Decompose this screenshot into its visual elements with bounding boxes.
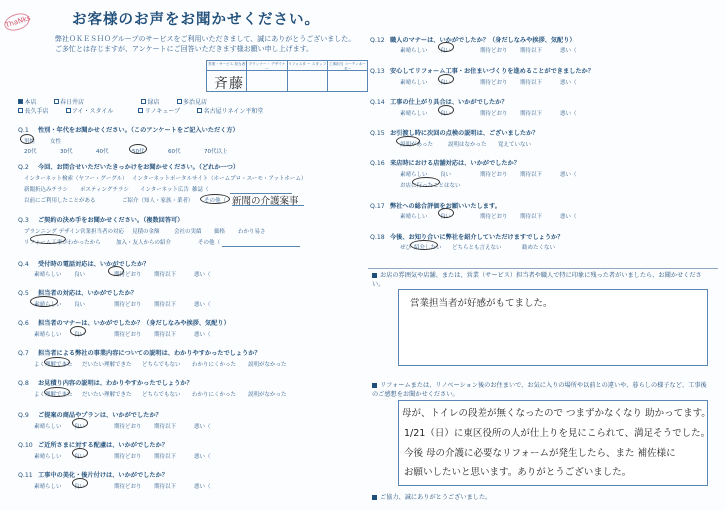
answer-circle-mark bbox=[72, 478, 88, 488]
question-q6: Q.6 担当者のマナーは、いかがでしたか？（身だしなみや挨拶、気配り） bbox=[18, 320, 230, 327]
answer-circle-mark bbox=[72, 448, 88, 458]
answer-circle-mark bbox=[44, 357, 70, 367]
rating-option[interactable]: よく理解できた bbox=[34, 392, 73, 398]
rating-option[interactable]: 良い bbox=[74, 454, 86, 460]
staff-signature: 斉藤 bbox=[214, 76, 244, 92]
answer-circle-mark bbox=[438, 42, 454, 52]
rating-option[interactable]: 悪い（ bbox=[194, 424, 211, 430]
q1-age-option[interactable]: 70代以上 bbox=[204, 149, 228, 155]
rating-option[interactable]: 悪い（ bbox=[560, 111, 577, 117]
rating-option[interactable]: 期待以下 bbox=[154, 424, 177, 430]
q9-options bbox=[34, 422, 211, 430]
q11-options bbox=[34, 482, 211, 490]
q1-age-option[interactable]: 20代 bbox=[24, 149, 37, 155]
checkbox-icon bbox=[177, 99, 182, 104]
q17-options bbox=[400, 212, 577, 220]
section-divider bbox=[368, 268, 718, 269]
question-q11: Q.11 工事中の美化・後片付けは、いかがでしたか？ bbox=[18, 472, 168, 479]
page-title: お客様のお声をお聞かせください。 bbox=[72, 12, 320, 28]
rating-option[interactable]: 期待どおり bbox=[480, 172, 508, 178]
q2-option[interactable]: その他（ bbox=[204, 198, 227, 204]
afterwork-handwritten-line-3: 今後 母の介護に必要なリフォームが発生したら、また 補佐様に bbox=[404, 448, 676, 459]
answer-circle-mark bbox=[412, 177, 440, 187]
rating-option[interactable]: 覚えていない bbox=[498, 142, 532, 148]
rating-option[interactable]: 素晴らしい bbox=[34, 424, 62, 430]
rating-option[interactable]: 素晴らしい bbox=[34, 302, 62, 308]
answer-circle-mark bbox=[129, 144, 147, 154]
question-q14: Q.14 工事の仕上がり具合は、いかがでしたか？ bbox=[370, 99, 508, 106]
question-q17: Q.17 弊社への総合評価をお願いいたします。 bbox=[370, 203, 501, 210]
question-q8: Q.8 お見積り内容の説明は、わかりやすかったでしょうか？ bbox=[18, 380, 193, 387]
question-q4: Q.4 受付時の電話対応は、いかがでしたか？ bbox=[18, 261, 150, 268]
rating-option[interactable]: 期待以下 bbox=[520, 111, 543, 117]
answer-circle-mark bbox=[30, 296, 58, 307]
intro-line-2: ご多忙とは存じますが、アンケートにご回答いただきます様お願い申し上げます。 bbox=[55, 45, 314, 53]
answer-circle-mark bbox=[396, 136, 420, 146]
q1-age-options bbox=[24, 147, 228, 155]
rating-option[interactable]: 勧めたくない bbox=[522, 245, 556, 251]
rating-option[interactable]: 悪い（ bbox=[194, 454, 211, 460]
rating-option[interactable]: だいたい理解できた bbox=[82, 362, 132, 368]
q2-options-row2 bbox=[24, 185, 209, 193]
rating-option[interactable]: 素晴らしい bbox=[400, 80, 428, 86]
branch-item[interactable]: 緑店 bbox=[141, 97, 160, 106]
question-q10: Q.10 ご近所さまに対する配慮は、いかがでしたか？ bbox=[18, 442, 168, 449]
rating-option[interactable]: どちらでもない bbox=[142, 362, 181, 368]
question-q1: Q.1 性別・年代をお聞かせください。（このアンケートをご記入いただく方） bbox=[18, 127, 239, 134]
rating-option[interactable]: 良い bbox=[74, 332, 86, 338]
rating-option[interactable]: 悪い（ bbox=[560, 214, 577, 220]
rating-option[interactable]: よく理解できた bbox=[34, 362, 73, 368]
rating-option[interactable]: 素晴らしい bbox=[400, 111, 428, 117]
rating-option[interactable]: 悪い（ bbox=[194, 302, 211, 308]
q2-option[interactable]: 以前にご利用したことがある bbox=[24, 198, 96, 204]
rating-option[interactable]: 良い bbox=[440, 48, 452, 54]
answer-circle-mark bbox=[20, 134, 34, 144]
q1-option[interactable]: 女性 bbox=[50, 139, 62, 145]
question-q18: Q.18 今後、お知り合いに弊社を紹介していただけますでしょうか？ bbox=[370, 234, 564, 241]
question-q3: Q.3 ご契約の決め手をお聞かせください。（複数回答可） bbox=[18, 217, 184, 224]
thanks-stamp: ThaNks bbox=[2, 10, 32, 33]
rating-option[interactable]: 期待以下 bbox=[154, 332, 177, 338]
square-bullet-icon bbox=[372, 383, 377, 388]
q3-option[interactable]: 見積の金額 bbox=[132, 229, 160, 235]
stamp-column-planner: プランナー・ デザイナー bbox=[247, 61, 287, 91]
rating-option[interactable]: 悪い（ bbox=[194, 484, 211, 490]
square-bullet-icon bbox=[372, 273, 377, 278]
answer-circle-mark bbox=[438, 105, 454, 115]
rating-option[interactable]: だいたい理解できた bbox=[82, 392, 132, 398]
rating-option[interactable]: 素晴らしい bbox=[34, 454, 62, 460]
rating-option[interactable]: 悪い（ bbox=[560, 48, 577, 54]
checkbox-icon bbox=[141, 99, 146, 104]
rating-option[interactable]: わかりにくかった bbox=[192, 392, 237, 398]
rating-option[interactable]: 良い bbox=[440, 214, 452, 220]
rating-option[interactable]: 期待どおり bbox=[480, 48, 508, 54]
q2-option[interactable]: インターネットポータルサイト（ホームプロ・スーモ・アットホーム） bbox=[132, 176, 307, 182]
rating-option[interactable]: 期待どおり bbox=[114, 424, 142, 430]
rating-option[interactable]: 期待どおり bbox=[114, 332, 142, 338]
rating-option[interactable]: 紹介したい bbox=[414, 245, 442, 251]
q2-options-row3 bbox=[24, 196, 226, 204]
rating-option[interactable]: 素晴らしい bbox=[34, 272, 62, 278]
answer-circle-mark bbox=[70, 326, 86, 336]
q2-option[interactable]: ポスティングチラシ bbox=[80, 187, 129, 193]
q2-option[interactable]: インターネット広告 bbox=[140, 187, 190, 193]
stamp-column-coordinator: 工事担当 コーディネーター bbox=[328, 61, 366, 71]
rating-option[interactable]: お店に行ったことはない bbox=[400, 183, 461, 189]
q1-age-option[interactable]: 40代 bbox=[96, 149, 109, 155]
q3-option[interactable]: 加入・友人からの紹介 bbox=[116, 240, 172, 246]
rating-option[interactable]: 素晴らしい bbox=[34, 484, 62, 490]
q2-option[interactable]: 新聞折込みチラシ bbox=[24, 187, 69, 193]
q3-option[interactable]: その他（ bbox=[198, 240, 221, 246]
rating-option[interactable]: 期待以下 bbox=[154, 484, 177, 490]
q10-options bbox=[34, 452, 211, 460]
rating-option[interactable]: 期待どおり bbox=[480, 80, 508, 86]
rating-option[interactable]: どちらでもない bbox=[142, 392, 181, 398]
rating-option[interactable]: 良い bbox=[440, 80, 452, 86]
rating-option[interactable]: 説明があった bbox=[400, 142, 433, 148]
question-q9: Q.9 ご提案の商品やプランは、いかがでしたか？ bbox=[18, 412, 162, 419]
rating-option[interactable]: ぜひ bbox=[400, 245, 412, 251]
checkbox-icon bbox=[18, 108, 23, 113]
stamp-column-staff: リフォスタ ー スタッフ bbox=[288, 61, 328, 91]
question-q2: Q.2 今回、お問合せいただいたきっかけをお聞かせください。（どれか一つ） bbox=[18, 164, 240, 171]
rating-option[interactable]: 期待どおり bbox=[114, 454, 142, 460]
rating-option[interactable]: 素晴らしい bbox=[34, 332, 62, 338]
answer-circle-mark bbox=[44, 387, 70, 397]
afterwork-handwritten-line-4: お願いしたいと思います。ありがとうございました。 bbox=[404, 467, 632, 478]
rating-option[interactable]: 良い bbox=[440, 172, 452, 178]
rating-option[interactable]: 期待どおり bbox=[114, 272, 142, 278]
q6-options bbox=[34, 330, 211, 338]
rating-option[interactable]: 素晴らしい bbox=[400, 214, 428, 220]
rating-option[interactable]: 良い bbox=[74, 424, 86, 430]
intro-text bbox=[55, 34, 355, 54]
q1-option[interactable]: 男性 bbox=[24, 139, 36, 145]
afterwork-handwritten-line-2: 1/21（日）に東区役所の人が仕上りを見にこられて、満足そうでした。 bbox=[404, 428, 711, 439]
rating-option[interactable]: 良い bbox=[74, 302, 86, 308]
rating-option[interactable]: 悪い（ bbox=[194, 272, 211, 278]
q13-options bbox=[400, 78, 577, 86]
branch-item[interactable]: リノキューブ bbox=[138, 106, 180, 115]
stamp-column-sales: 営業・サービス 担当者 bbox=[207, 61, 247, 91]
rating-option[interactable]: 期待以下 bbox=[154, 272, 177, 278]
rating-option[interactable]: わかりにくかった bbox=[192, 362, 237, 368]
question-q7: Q.7 担当者による弊社の事業内容についての説明は、わかりやすかったでしょうか？ bbox=[18, 350, 261, 357]
rating-option[interactable]: 良い bbox=[440, 111, 452, 117]
square-bullet-icon bbox=[372, 495, 377, 500]
q2-other-line bbox=[232, 205, 304, 206]
answer-circle-mark bbox=[72, 418, 88, 428]
afterwork-handwritten-line-1: 母が、トイレの段差が無くなったので つまずかなくなり 助かってます。 bbox=[402, 408, 711, 419]
checkbox-icon bbox=[54, 99, 59, 104]
q2-option[interactable]: インターネット検索（ヤフー・グーグル） bbox=[24, 176, 128, 182]
q7-options bbox=[34, 360, 287, 368]
q8-options bbox=[34, 390, 287, 398]
branch-item[interactable]: アイ・スタイル bbox=[66, 106, 114, 115]
q14-options bbox=[400, 109, 577, 117]
q1-age-option[interactable]: 60代 bbox=[168, 149, 181, 155]
rating-option[interactable]: 期待どおり bbox=[480, 111, 508, 117]
rating-option[interactable]: 期待どおり bbox=[114, 302, 142, 308]
q3-options-row1 bbox=[24, 227, 266, 235]
rating-option[interactable]: 説明がなかった bbox=[248, 362, 287, 368]
q3-other-line bbox=[222, 246, 300, 247]
rating-option[interactable]: 説明がなかった bbox=[248, 392, 287, 398]
branch-checklist bbox=[18, 97, 276, 115]
rating-option[interactable]: 期待以下 bbox=[154, 302, 177, 308]
q3-option[interactable]: 営業担当者の対応 bbox=[80, 229, 125, 235]
q2-options-row1 bbox=[24, 174, 306, 182]
q3-option[interactable]: 会社の実績 bbox=[174, 229, 202, 235]
free-question-impression: お店の雰囲気や店舗、または、営業（サービス）担当者や職人で特に印象に残った者がいましたら、お聞かせください。 bbox=[372, 272, 702, 288]
rating-option[interactable]: 素晴らしい bbox=[400, 48, 428, 54]
rating-option[interactable]: 期待どおり bbox=[480, 214, 508, 220]
question-q5: Q.5 担当者の対応は、いかがでしたか？ bbox=[18, 290, 137, 297]
free-question-afterwork: リフォームまたは、リノベーション後のお住まいで、お気に入りの場所や以前との違いや、暮らしの様子など、工事後のご感想をお聞かせください。 bbox=[372, 382, 707, 398]
checkbox-icon bbox=[66, 108, 71, 113]
q2-option[interactable]: ご紹介（知人・家族・業者） bbox=[122, 198, 194, 204]
checkbox-icon bbox=[138, 108, 143, 113]
impression-handwritten-answer: 営業担当者が好感がもてました。 bbox=[410, 298, 553, 309]
question-q12: Q.12 職人のマナーは、いかがでしたか？（身だしなみや挨拶、気配り） bbox=[370, 37, 576, 44]
branch-item[interactable]: 長久手店 bbox=[18, 106, 49, 115]
branch-item[interactable]: 名古屋リネイン平和堂 bbox=[197, 106, 263, 115]
answer-circle-mark bbox=[200, 194, 230, 204]
q3-option[interactable]: わかり易さ bbox=[238, 229, 266, 235]
q12-options bbox=[400, 46, 577, 54]
rating-option[interactable]: 期待以下 bbox=[520, 172, 543, 178]
checkbox-checked-icon bbox=[18, 99, 23, 104]
intro-line-1: 弊社ＯＫＥＳＨＯグループのサービスをご利用いただきまして、誠にありがとうございました。 bbox=[55, 35, 356, 43]
question-q15: Q.15 お引渡し時に次回の点検の説明は、ございましたか？ bbox=[370, 130, 539, 137]
closing-thanks: ご協力、誠にありがとうございました。 bbox=[372, 494, 491, 503]
question-q13: Q.13 安心してリフォーム工事・お住まいづくりを進めることができましたか？ bbox=[370, 68, 594, 75]
rating-option[interactable]: 期待以下 bbox=[520, 214, 543, 220]
checkbox-icon bbox=[197, 108, 202, 113]
q1-age-option[interactable]: 30代 bbox=[60, 149, 73, 155]
q2-option[interactable]: 雑誌（ bbox=[192, 187, 209, 193]
branch-row-2 bbox=[18, 106, 276, 115]
rating-option[interactable]: 悪い（ bbox=[194, 332, 211, 338]
question-q16: Q.16 来店時における店舗対応は、いかがでしたか？ bbox=[370, 160, 520, 167]
branch-item[interactable]: 本店 bbox=[18, 97, 37, 106]
branch-item[interactable]: 春日井店 bbox=[54, 97, 85, 106]
rating-option[interactable]: 期待以下 bbox=[520, 48, 543, 54]
q3-option[interactable]: 価格 bbox=[214, 229, 226, 235]
q2-other-handwritten: 新聞の介護案事 bbox=[232, 196, 299, 207]
rating-option[interactable]: 期待以下 bbox=[520, 80, 543, 86]
rating-option[interactable]: 良い bbox=[74, 484, 86, 490]
answer-circle-mark bbox=[438, 208, 454, 218]
rating-option[interactable]: 良い bbox=[74, 272, 86, 278]
rating-option[interactable]: 悪い（ bbox=[560, 172, 577, 178]
answer-circle-mark bbox=[410, 240, 438, 250]
rating-option[interactable]: 期待どおり bbox=[114, 484, 142, 490]
rating-option[interactable]: 期待以下 bbox=[154, 454, 177, 460]
q1-age-option[interactable]: 50代 bbox=[132, 149, 145, 155]
q3-option[interactable]: リフォーム工事がわかったから bbox=[24, 240, 101, 246]
rating-option[interactable]: どちらとも言えない bbox=[452, 245, 502, 251]
answer-circle-mark bbox=[438, 74, 454, 84]
answer-circle-mark bbox=[108, 266, 124, 276]
rating-option[interactable]: 説明はなかった bbox=[448, 142, 487, 148]
rating-option[interactable]: 悪い（ bbox=[560, 80, 577, 86]
rating-option[interactable]: 素晴らしい bbox=[400, 172, 428, 178]
answer-circle-mark bbox=[30, 234, 66, 244]
q3-option[interactable]: プランニング デザイン bbox=[24, 229, 81, 235]
q5-options bbox=[34, 300, 211, 308]
branch-item[interactable]: 多治見店 bbox=[177, 97, 208, 106]
branch-row-1 bbox=[18, 97, 276, 106]
